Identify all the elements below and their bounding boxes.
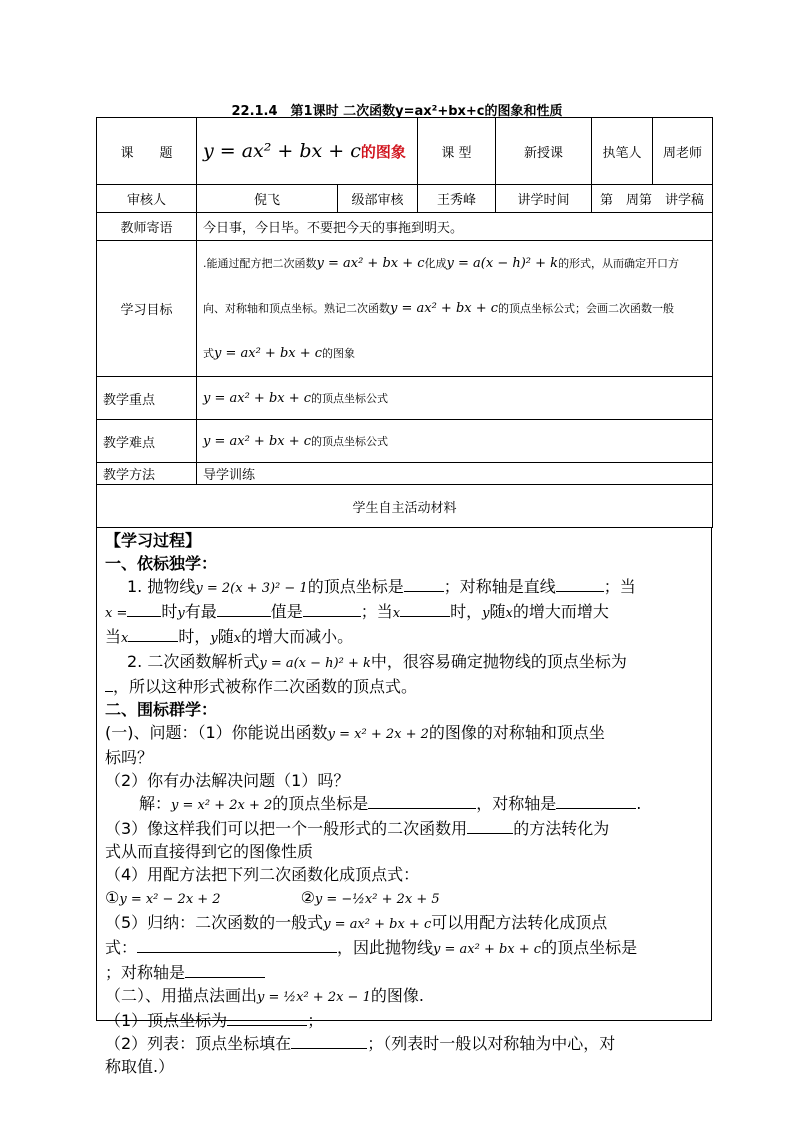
difficulties-label: 教学难点 xyxy=(97,420,197,463)
answer-blank[interactable] xyxy=(127,601,161,617)
student-materials-heading: 学生自主活动材料 xyxy=(97,485,713,528)
page-title: 22.1.4 第1课时 二次函数y=ax²+bx+c的图象和性质 xyxy=(231,104,563,119)
problem-2-solution: 解：y = x² + 2x + 2的顶点坐标是 ，对称轴是 . xyxy=(139,794,642,813)
difficulties-value: y = ax² + bx + c的顶点坐标公式 xyxy=(197,420,713,463)
teacher-message-value: 今日事，今日毕。不要把今天的事拖到明天。 xyxy=(197,213,713,241)
problem-2: （2）你有办法解决问题（1）吗？ xyxy=(105,771,350,790)
section-1-heading: 一、依标独学： xyxy=(105,554,218,573)
answer-blank[interactable] xyxy=(556,576,604,592)
question-1: 1. 抛物线y = 2(x + 3)² − 1的顶点坐标是 ；对称轴是直线 ；当 xyxy=(127,577,636,596)
exercise-formula-2: y = −½x² + 2x + 5 xyxy=(314,892,440,907)
answer-blank[interactable] xyxy=(291,1033,367,1049)
writer-label: 执笔人 xyxy=(592,118,653,185)
type-label: 课 型 xyxy=(418,118,496,185)
key-points-value: y = ax² + bx + c的顶点坐标公式 xyxy=(197,377,713,420)
problem-3: （3）像这样我们可以把一个一般形式的二次函数用 的方法转化为 xyxy=(105,819,610,838)
answer-blank[interactable] xyxy=(217,601,271,617)
objectives-formula-1: y = ax² + bx + c xyxy=(316,256,425,271)
reviewer-label: 审核人 xyxy=(97,185,197,213)
answer-blank[interactable] xyxy=(400,601,450,617)
problem-5: （5）归纳：二次函数的一般式y = ax² + bx + c可以用配方法转化成顶点 xyxy=(105,913,608,932)
dept-review-label: 级部审核 xyxy=(338,185,418,213)
problem-1: (一)、问题：（1）你能说出函数y = x² + 2x + 2的图像的对称轴和顶点坐 xyxy=(105,723,605,742)
lesson-info-table xyxy=(96,117,713,528)
teacher-message-label: 教师寄语 xyxy=(97,213,197,241)
type-value: 新授课 xyxy=(496,118,592,185)
answer-blank[interactable] xyxy=(105,676,113,692)
objectives-value: .能通过配方把二次函数y = ax² + bx + c化成y = a(x − h)² + k的形式，从而确定开口方 向、对称轴和顶点坐标。熟记二次函数y = ax² + bx + c的顶点坐标公式；会画二次函数一般 式y = ax² + bx + c的图象 xyxy=(197,241,713,377)
question-2: 2. 二次函数解析式y = a(x − h)² + k中，很容易确定抛物线的顶点坐标为 xyxy=(127,652,627,671)
problem-4: （4）用配方法把下列二次函数化成顶点式： xyxy=(105,865,420,884)
answer-blank[interactable] xyxy=(128,626,178,642)
answer-blank[interactable] xyxy=(185,962,265,978)
answer-blank[interactable] xyxy=(303,601,361,617)
lecture-time-label: 讲学时间 xyxy=(496,185,592,213)
method-value: 导学训练 xyxy=(197,463,713,485)
writer-value: 周老师 xyxy=(653,118,713,185)
objectives-formula-4: y = ax² + bx + c xyxy=(214,346,323,361)
answer-blank[interactable] xyxy=(368,793,476,809)
topic-value xyxy=(197,118,418,185)
problem-4-items: ①y = x² − 2x + 2 ②y = −½x² + 2x + 5 xyxy=(105,888,440,907)
answer-blank[interactable] xyxy=(467,818,513,834)
topic-label: 课 题 xyxy=(97,118,197,185)
objectives-formula-2: y = a(x − h)² + k xyxy=(446,256,559,271)
question-2-formula: y = a(x − h)² + k xyxy=(259,656,371,671)
lecture-time-value: 第 周第 讲学稿 xyxy=(592,185,713,213)
topic-formula: y = ax² + bx + c xyxy=(203,140,361,162)
topic-suffix: 的图象 xyxy=(360,143,406,161)
answer-blank[interactable] xyxy=(227,1010,307,1026)
learning-process-heading: 【学习过程】 xyxy=(105,531,202,550)
reviewer-value: 倪飞 xyxy=(197,185,338,213)
answer-blank[interactable] xyxy=(404,576,444,592)
section-2-heading: 二、围标群学： xyxy=(105,700,218,719)
objectives-formula-3: y = ax² + bx + c xyxy=(390,301,499,316)
answer-blank[interactable] xyxy=(137,937,337,953)
learning-process-section: 【学习过程】 一、依标独学： 1. 抛物线y = 2(x + 3)² − 1的顶点坐标是 ；对称轴是直线 ；当 x = 时y有最 值是 ；当x 时，y随x的增大而增大 当x 时，y随x的增大而减小。 2. 二次函数解析式y = a(x − h)² + k中，很容易确定抛物线的顶点坐标为 ，所以这种形式被称作二次函数的顶点式。 二、围标群学： (一)、问题：（1）你能说出函数y = x² + 2x + 2的图像的对称轴和顶点坐 标吗？ （2）你有办法解决问题（1）吗？ 解：y = x² + 2x + 2的顶点坐标是 ，对称轴是 . （3）像这样我们可以把一个一般形式的二次函数用 的方法转化为 式从而直接得到它的图像性质 （4）用配方法把下列二次函数化成顶点式： ①y = x² − 2x + 2 ②y = −½x² + 2x + 5 （5）归纳：二次函数的一般式y = ax² + bx + c可以用配方法转化成顶点 式： ，因此抛物线y = ax² + bx + c的顶点坐标是 ；对称轴是 （二）、用描点法画出y = ½x² + 2x − 1的图像. （1）顶点坐标为 ； （2）列表：顶点坐标填在 ；（列表时一般以对称轴为中心，对 称取值.） xyxy=(96,527,712,1021)
question-1-formula: y = 2(x + 3)² − 1 xyxy=(195,581,308,596)
objectives-label: 学习目标 xyxy=(97,241,197,377)
dept-review-value: 王秀峰 xyxy=(418,185,496,213)
answer-blank[interactable] xyxy=(556,793,636,809)
key-points-label: 教学重点 xyxy=(97,377,197,420)
section-2-part-2: （二）、用描点法画出y = ½x² + 2x − 1的图像. xyxy=(105,986,424,1005)
exercise-formula-1: y = x² − 2x + 2 xyxy=(119,892,221,907)
method-label: 教学方法 xyxy=(97,463,197,485)
